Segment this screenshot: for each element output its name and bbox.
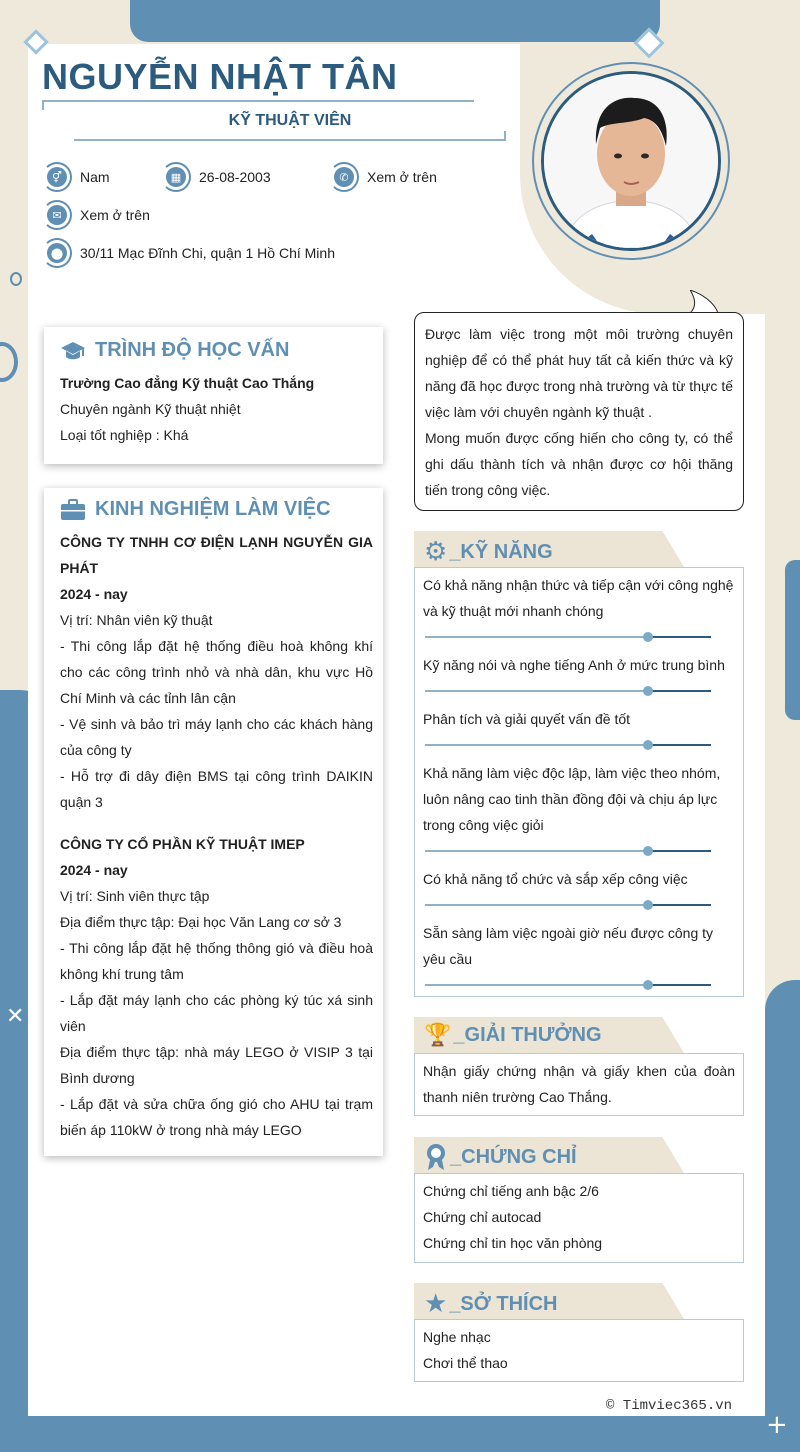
info-gender <box>42 162 110 192</box>
grade: Loại tốt nghiệp : Khá <box>60 427 189 443</box>
briefcase-icon <box>60 499 86 521</box>
skill-item <box>423 920 735 992</box>
skill-level-bar <box>425 898 711 912</box>
info-phone <box>329 162 437 192</box>
job-detail: Địa điểm thực tập: nhà máy LEGO ở VISIP 3 tại Bình dương <box>60 1044 373 1086</box>
candidate-role: KỸ THUẬT VIÊN <box>228 112 352 129</box>
gender-icon: ⚥ <box>42 162 72 192</box>
job-period: 2024 - nay <box>60 862 128 878</box>
job-period: 2024 - nay <box>60 586 128 602</box>
trophy-icon: 🏆 <box>424 1023 452 1048</box>
decor-top-band <box>130 0 660 42</box>
experience-title: KINH NGHIỆM LÀM VIỆC <box>60 498 373 521</box>
star-icon: ★ <box>424 1289 448 1319</box>
footer-credit[interactable]: © Timviec365.vn <box>606 1398 733 1414</box>
hobbies-box <box>414 1319 744 1382</box>
info-birthday <box>161 162 271 192</box>
awards-box <box>414 1053 744 1116</box>
info-email <box>42 200 150 230</box>
hobby-item: Nghe nhạc <box>423 1329 491 1345</box>
certificates-title: _CHỨNG CHỈ <box>450 1145 577 1168</box>
certificate-item: Chứng chỉ autocad <box>423 1209 542 1225</box>
divider <box>42 100 44 110</box>
decor-cross: ✕ <box>6 1004 25 1029</box>
company-name: CÔNG TY CỔ PHẦN KỸ THUẬT IMEP <box>60 836 305 852</box>
job-detail: - Thi công lắp đặt hệ thống thông gió và điều hoà không khí trung tâm <box>60 940 373 982</box>
skill-item <box>423 760 735 858</box>
skill-text: Có khả năng tổ chức và sắp xếp công việc <box>423 871 688 887</box>
hobbies-header <box>414 1283 684 1319</box>
skill-text: Phân tích và giải quyết vấn đề tốt <box>423 711 631 727</box>
birthday-value: 26-08-2003 <box>199 169 271 185</box>
education-card <box>44 327 383 464</box>
phone-icon: ✆ <box>329 162 359 192</box>
job-detail: - Thi công lắp đặt hệ thống điều hoà không khí cho các công trình nhỏ và nhà dân, khu vực Hồ Chí Minh và các tỉnh lân cận <box>60 638 373 706</box>
job-detail: Vị trí: Nhân viên kỹ thuật <box>60 612 213 628</box>
skill-level-knob <box>643 980 653 990</box>
skill-level-knob <box>643 846 653 856</box>
career-objective <box>414 312 744 511</box>
divider <box>42 100 474 102</box>
skill-level-bar <box>425 844 711 858</box>
experience-card <box>44 488 383 1156</box>
skill-list <box>423 572 735 992</box>
decor-right-band <box>765 980 800 1452</box>
education-title: TRÌNH ĐỘ HỌC VẤN <box>60 339 367 362</box>
decor-plus: + <box>766 1410 788 1440</box>
email-icon: ✉ <box>42 200 72 230</box>
skill-level-bar <box>425 684 711 698</box>
speech-tail <box>690 290 720 314</box>
job-entry <box>60 831 373 1143</box>
certificate-item: Chứng chỉ tin học văn phòng <box>423 1235 603 1251</box>
decor-ring <box>10 272 22 286</box>
location-icon: ⬤ <box>42 238 72 268</box>
skill-item <box>423 652 735 698</box>
graduation-cap-icon <box>60 340 86 362</box>
job-detail: - Lắp đặt máy lạnh cho các phòng ký túc xá sinh viên <box>60 992 373 1034</box>
objective-text: Mong muốn được cống hiến cho công ty, có thể ghi dấu thành tích và nhận được cơ hội thăng tiến trong công việc. <box>425 430 733 498</box>
hobby-list <box>423 1324 735 1376</box>
info-address <box>42 238 335 268</box>
skill-item <box>423 706 735 752</box>
gender-value: Nam <box>80 169 110 185</box>
award-text: Nhận giấy chứng nhận và giấy khen của đoàn thanh niên trường Cao Thắng. <box>423 1063 735 1105</box>
medal-icon <box>424 1143 448 1171</box>
skill-level-knob <box>643 686 653 696</box>
gear-icon: ⚙ <box>424 537 448 567</box>
avatar-photo <box>544 74 718 248</box>
calendar-icon: ▦ <box>161 162 191 192</box>
skill-level-bar <box>425 738 711 752</box>
divider <box>504 131 506 141</box>
skill-level-bar <box>425 630 711 644</box>
awards-header <box>414 1017 684 1053</box>
skill-item <box>423 866 735 912</box>
skill-level-knob <box>643 900 653 910</box>
skill-item <box>423 572 735 644</box>
email-value: Xem ở trên <box>80 207 150 223</box>
address-value: 30/11 Mạc Đĩnh Chi, quận 1 Hồ Chí Minh <box>80 245 335 261</box>
certificates-box <box>414 1173 744 1263</box>
skill-text: Sẵn sàng làm việc ngoài giờ nếu được công ty yêu cầu <box>423 925 714 967</box>
divider <box>74 139 506 141</box>
candidate-name: NGUYỄN NHẬT TÂN <box>42 56 398 97</box>
job-detail: - Hỗ trợ đi dây điện BMS tại công trình DAIKIN quận 3 <box>60 768 373 810</box>
job-detail: - Lắp đặt và sửa chữa ống gió cho AHU tại trạm biến áp 110kW ở trong nhà máy LEGO <box>60 1096 373 1138</box>
decor-right-tab <box>785 560 800 720</box>
certificate-item: Chứng chỉ tiếng anh bậc 2/6 <box>423 1183 599 1199</box>
awards-title: _GIẢI THƯỞNG <box>453 1024 602 1046</box>
job-detail: Địa điểm thực tập: Đại học Văn Lang cơ sở 3 <box>60 914 342 930</box>
skill-level-knob <box>643 740 653 750</box>
job-detail: Vị trí: Sinh viên thực tập <box>60 888 210 904</box>
school-name: Trường Cao đẳng Kỹ thuật Cao Thắng <box>60 375 315 391</box>
job-detail: - Vệ sinh và bảo trì máy lạnh cho các khách hàng của công ty <box>60 716 373 758</box>
major: Chuyên ngành Kỹ thuật nhiệt <box>60 401 241 417</box>
certificate-list <box>423 1178 735 1256</box>
objective-text: Được làm việc trong một môi trường chuyên nghiệp để có thể phát huy tất cả kiến thức và kỹ năng đã học được trong nhà trường và từ thực tế việc làm với chuyên ngành kỹ thuật . <box>425 326 733 420</box>
phone-value: Xem ở trên <box>367 169 437 185</box>
hobby-item: Chơi thể thao <box>423 1355 508 1371</box>
skill-level-bar <box>425 978 711 992</box>
skill-text: Có khả năng nhận thức và tiếp cận với công nghệ và kỹ thuật mới nhanh chóng <box>423 577 734 619</box>
skills-title: _KỸ NĂNG <box>449 540 553 563</box>
hobbies-title: _SỞ THÍCH <box>449 1292 558 1315</box>
skill-text: Kỹ năng nói và nghe tiếng Anh ở mức trung bình <box>423 657 725 673</box>
job-list <box>60 529 373 1143</box>
skills-box <box>414 567 744 997</box>
avatar <box>541 71 721 251</box>
skills-header <box>414 531 684 567</box>
certificates-header <box>414 1137 684 1173</box>
job-entry <box>60 529 373 815</box>
company-name: CÔNG TY TNHH CƠ ĐIỆN LẠNH NGUYỄN GIA PHÁT <box>60 534 373 576</box>
skill-text: Khả năng làm việc độc lập, làm việc theo nhóm, luôn nâng cao tinh thần đồng đội và chịu áp lực trong công việc giỏi <box>423 765 721 833</box>
skill-level-knob <box>643 632 653 642</box>
